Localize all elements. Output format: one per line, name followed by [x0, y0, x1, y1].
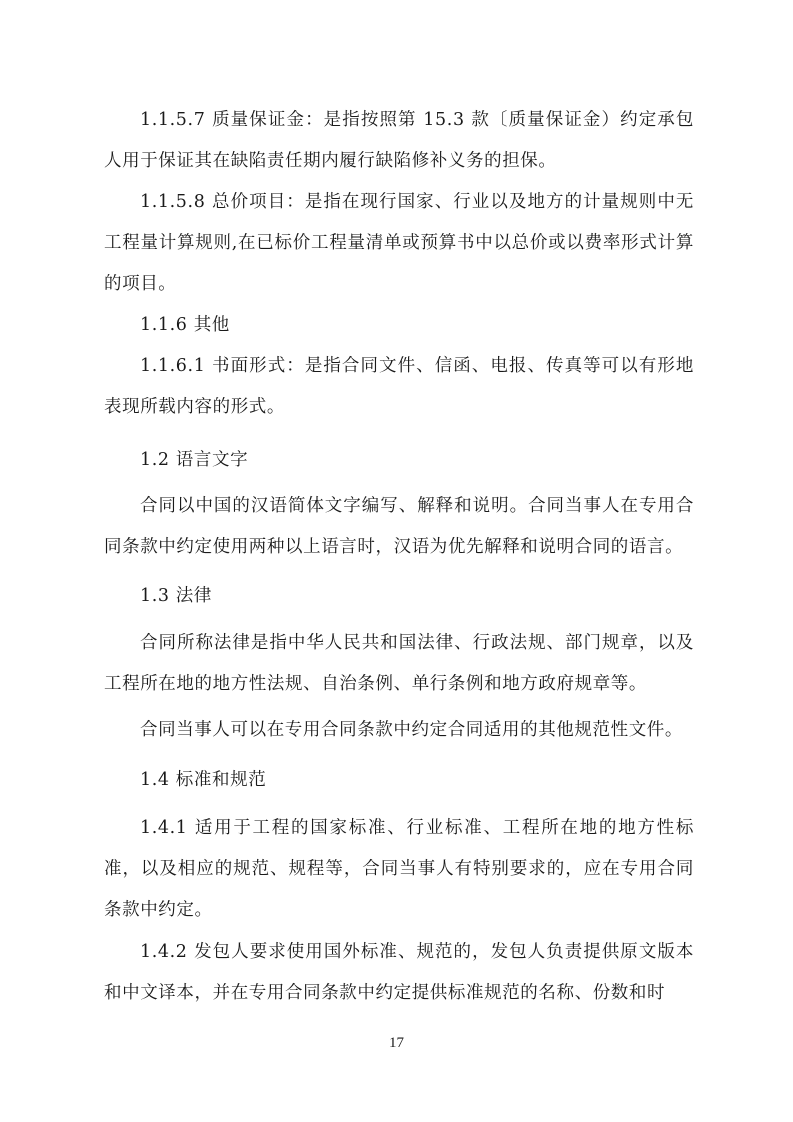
heading-1-4-standards: 1.4 标准和规范: [140, 770, 267, 790]
page-number: 17: [389, 1035, 404, 1051]
heading-1-3-law: 1.3 法律: [140, 586, 212, 606]
clause-1-1-5-7-quality-deposit: 1.1.5.7 质量保证金：是指按照第 15.3 款〔质量保证金）约定承包人用于保证其在缺陷责任期内履行缺陷修补义务的担保。: [104, 110, 694, 171]
paragraph-law-other-documents: 合同当事人可以在专用合同条款中约定合同适用的其他规范性文件。: [140, 720, 683, 740]
paragraph-language-body: 合同以中国的汉语简体文字编写、解释和说明。合同当事人在专用合同条款中约定使用两种以上语言时，汉语为优先解释和说明合同的语言。: [104, 496, 694, 557]
clause-1-1-6-1-written-form: 1.1.6.1 书面形式：是指合同文件、信函、电报、传真等可以有形地表现所载内容的形式。: [104, 356, 694, 417]
heading-1-1-6-other: 1.1.6 其他: [140, 315, 230, 335]
clause-1-1-5-8-lump-sum-item: 1.1.5.8 总价项目：是指在现行国家、行业以及地方的计量规则中无工程量计算规则,在已标价工程量清单或预算书中以总价或以费率形式计算的项目。: [104, 192, 694, 294]
paragraph-law-definition: 合同所称法律是指中华人民共和国法律、行政法规、部门规章，以及工程所在地的地方性法规、自治条例、单行条例和地方政府规章等。: [104, 633, 694, 694]
clause-1-4-2-foreign-standards: 1.4.2 发包人要求使用国外标准、规范的，发包人负责提供原文版本和中文译本，并在专用合同条款中约定提供标准规范的名称、份数和时: [104, 942, 694, 1003]
clause-1-4-1-applicable-standards: 1.4.1 适用于工程的国家标准、行业标准、工程所在地的地方性标准，以及相应的规范、规程等，合同当事人有特别要求的，应在专用合同条款中约定。: [104, 818, 694, 920]
heading-1-2-language: 1.2 语言文字: [140, 450, 249, 470]
